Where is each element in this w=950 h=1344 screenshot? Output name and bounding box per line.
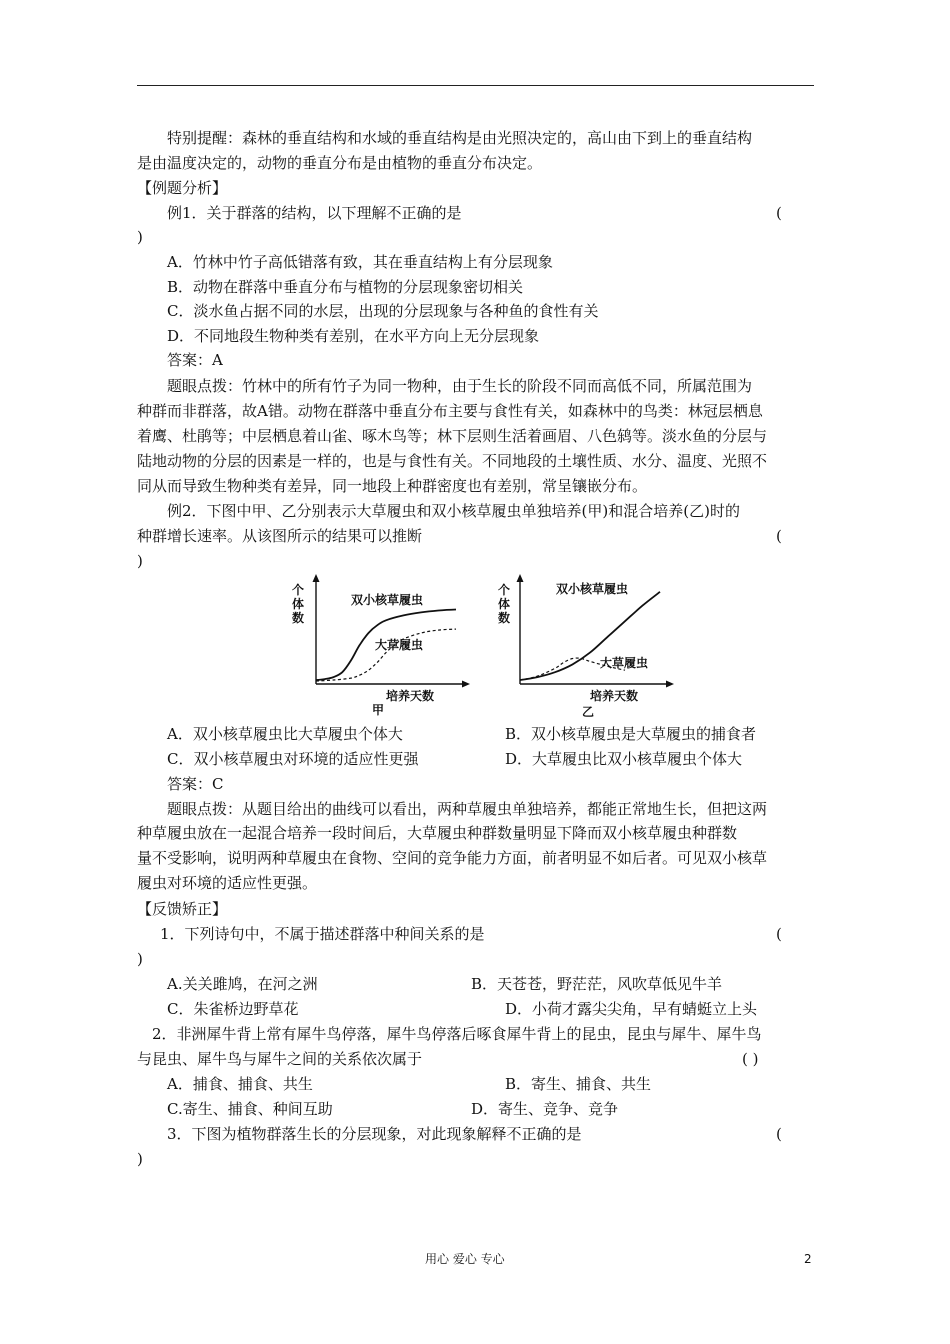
q1-stem: 1．下列诗句中，不属于描述群落中种间关系的是 bbox=[160, 925, 485, 943]
ex2-answer: 答案：C bbox=[167, 775, 224, 793]
q2-option-b: B．寄生、捕食、共生 bbox=[505, 1075, 652, 1093]
chart-jia bbox=[278, 570, 478, 720]
footer-text: 用心 爱心 专心 bbox=[425, 1252, 505, 1266]
y-axis-arrow bbox=[517, 574, 524, 582]
ex1-option-c: C．淡水鱼占据不同的水层，出现的分层现象与各种鱼的食性有关 bbox=[167, 302, 599, 320]
ex2-option-c: C．双小核草履虫对环境的适应性更强 bbox=[167, 750, 419, 768]
series-label: 大草履虫 bbox=[375, 638, 424, 652]
y-axis-arrow bbox=[313, 574, 320, 582]
q2-option-d: D．寄生、竞争、竞争 bbox=[471, 1100, 619, 1118]
x-axis-label: 培养天数 bbox=[386, 689, 435, 703]
ex1-analysis-line: 陆地动物的分层的因素是一样的，也是与食性有关。不同地段的土壤性质、水分、温度、光照不 bbox=[137, 452, 768, 470]
y-axis-label-char: 数 bbox=[292, 611, 305, 625]
q2-option-a: A．捕食、捕食、共生 bbox=[167, 1075, 313, 1093]
y-axis-label-char: 体 bbox=[292, 597, 305, 611]
q3-paren-close: ) bbox=[137, 1150, 143, 1168]
series-label: 大草履虫 bbox=[600, 656, 649, 670]
ex1-paren-open: ( bbox=[776, 204, 782, 222]
ex2-paren-open: ( bbox=[776, 527, 782, 545]
tip-line-1: 特别提醒：森林的垂直结构和水域的垂直结构是由光照决定的，高山由下到上的垂直结构 bbox=[167, 129, 753, 147]
q2-option-c: C.寄生、捕食、种间互助 bbox=[167, 1100, 333, 1118]
q2-stem-1: 2．非洲犀牛背上常有犀牛鸟停落，犀牛鸟停落后啄食犀牛背上的昆虫，昆虫与犀牛、犀牛鸟 bbox=[152, 1025, 762, 1043]
chart-title: 乙 bbox=[582, 705, 595, 719]
q1-paren-close: ) bbox=[137, 950, 143, 968]
ex2-analysis-line: 题眼点拨：从题目给出的曲线可以看出，两种草履虫单独培养，都能正常地生长，但把这两 bbox=[167, 800, 768, 818]
ex1-analysis-line: 种群而非群落，故A错。动物在群落中垂直分布主要与食性有关，如森林中的鸟类：林冠层栖息 bbox=[137, 402, 763, 420]
section-heading-feedback: 【反馈矫正】 bbox=[137, 900, 228, 918]
ex2-option-b: B．双小核草履虫是大草履虫的捕食者 bbox=[505, 725, 757, 743]
q1-option-a: A.关关雎鸠，在河之洲 bbox=[167, 975, 318, 993]
x-axis-label: 培养天数 bbox=[590, 689, 639, 703]
ex1-option-a: A．竹林中竹子高低错落有致，其在垂直结构上有分层现象 bbox=[167, 253, 553, 271]
q1-option-c: C．朱雀桥边野草花 bbox=[167, 1000, 299, 1018]
q2-stem-2: 与昆虫、犀牛鸟与犀牛之间的关系依次属于 bbox=[137, 1050, 423, 1068]
ex2-analysis-line: 量不受影响，说明两种草履虫在食物、空间的竞争能力方面，前者明显不如后者。可见双小核草 bbox=[137, 849, 768, 867]
page-number: 2 bbox=[804, 1252, 812, 1266]
ex1-paren-close: ) bbox=[137, 228, 143, 246]
ex1-answer: 答案：A bbox=[167, 351, 223, 369]
header-rule bbox=[137, 85, 814, 86]
y-axis-label bbox=[292, 582, 304, 625]
q1-option-b: B．天苍苍，野茫茫，风吹草低见牛羊 bbox=[471, 975, 723, 993]
ex2-stem-2: 种群增长速率。从该图所示的结果可以推断 bbox=[137, 527, 423, 545]
ex2-option-d: D．大草履虫比双小核草履虫个体大 bbox=[505, 750, 743, 768]
ex2-option-a: A．双小核草履虫比大草履虫个体大 bbox=[167, 725, 403, 743]
ex2-analysis-line: 种草履虫放在一起混合培养一段时间后，大草履虫种群数量明显下降而双小核草履虫种群数 bbox=[137, 824, 738, 842]
ex1-analysis-line: 题眼点拨：竹林中的所有竹子为同一物种，由于生长的阶段不同而高低不同，所属范围为 bbox=[167, 377, 753, 395]
ex1-analysis-line: 同从而导致生物种类有差异，同一地段上种群密度也有差别，常呈镶嵌分布。 bbox=[137, 477, 648, 495]
q3-paren-open: ( bbox=[776, 1125, 782, 1143]
chart-yi bbox=[486, 570, 686, 720]
q1-option-d: D．小荷才露尖尖角，早有蜻蜓立上头 bbox=[505, 1000, 758, 1018]
ex1-option-d: D．不同地段生物种类有差别，在水平方向上无分层现象 bbox=[167, 327, 540, 345]
x-axis-arrow bbox=[462, 681, 470, 688]
q1-paren-open: ( bbox=[776, 925, 782, 943]
y-axis-label-char: 数 bbox=[498, 611, 511, 625]
ex2-paren-close: ) bbox=[137, 552, 143, 570]
series-label: 双小核草履虫 bbox=[556, 582, 629, 596]
y-axis-label bbox=[498, 582, 510, 625]
ex1-option-b: B．动物在群落中垂直分布与植物的分层现象密切相关 bbox=[167, 278, 524, 296]
ex2-analysis-line: 履虫对环境的适应性更强。 bbox=[137, 874, 318, 892]
y-axis-label-char: 体 bbox=[498, 597, 511, 611]
tip-line-2: 是由温度决定的，动物的垂直分布是由植物的垂直分布决定。 bbox=[137, 154, 543, 172]
q3-stem: 3．下图为植物群落生长的分层现象，对此现象解释不正确的是 bbox=[167, 1125, 582, 1143]
ex1-analysis-line: 着鹰、杜鹃等；中层栖息着山雀、啄木鸟等；林下层则生活着画眉、八色鸫等。淡水鱼的分层与 bbox=[137, 427, 768, 445]
ex2-stem-1: 例2．下图中甲、乙分别表示大草履虫和双小核草履虫单独培养(甲)和混合培养(乙)时的 bbox=[167, 502, 740, 520]
x-axis-arrow bbox=[666, 681, 674, 688]
q2-paren: ( ) bbox=[742, 1050, 759, 1068]
ex1-stem: 例1．关于群落的结构，以下理解不正确的是 bbox=[167, 204, 462, 222]
series-label: 双小核草履虫 bbox=[351, 593, 424, 607]
section-heading-examples: 【例题分析】 bbox=[137, 179, 228, 197]
y-axis-label-char: 个 bbox=[498, 583, 511, 597]
y-axis-label-char: 个 bbox=[292, 583, 305, 597]
chart-title: 甲 bbox=[372, 703, 385, 717]
series-line bbox=[316, 629, 456, 681]
